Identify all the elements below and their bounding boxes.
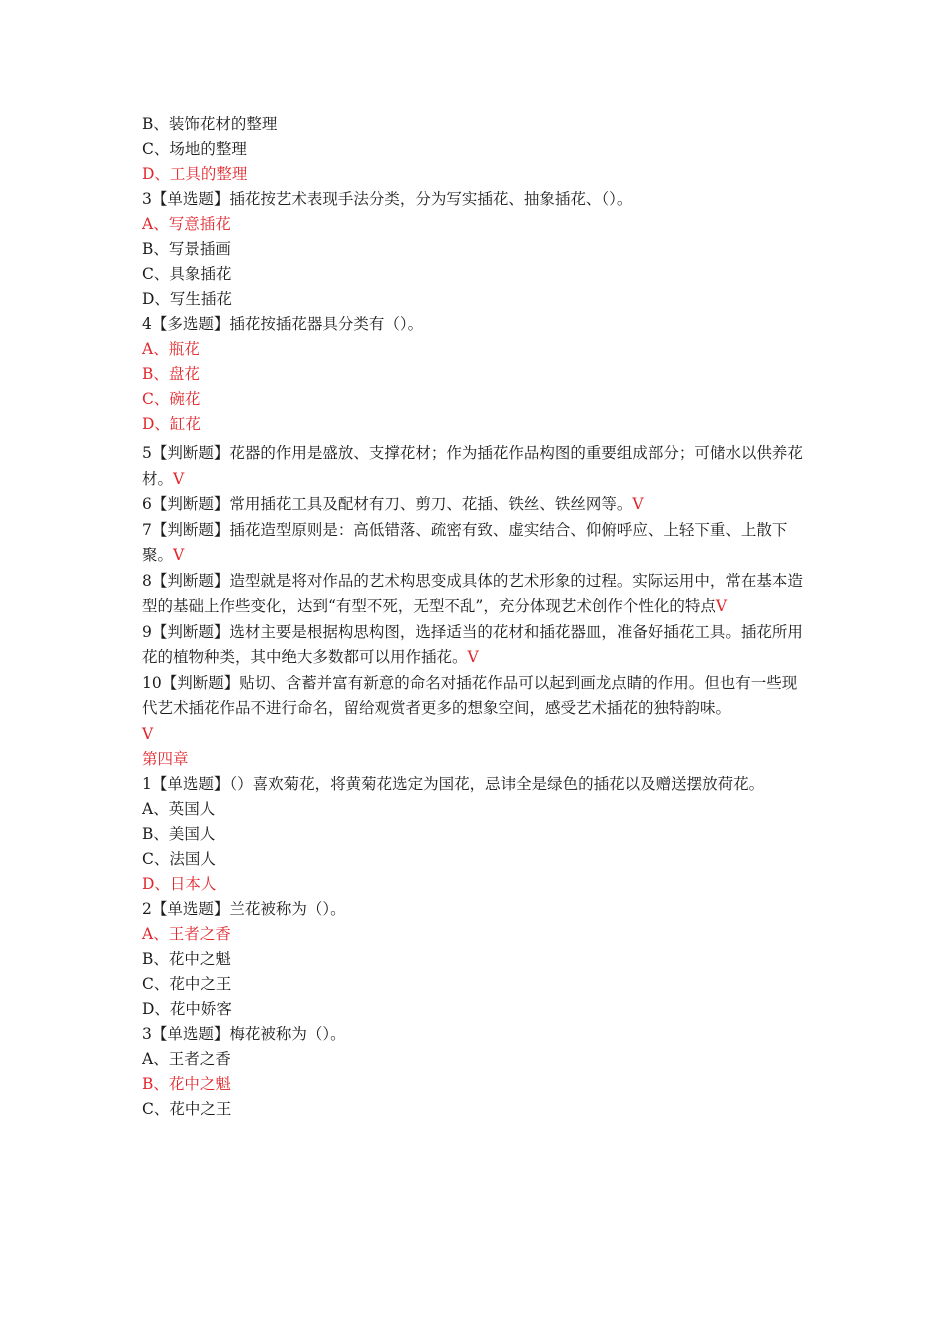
answer-option-line: B、花中之魁 [142, 1075, 231, 1093]
option-line: A、英国人 [142, 800, 216, 818]
option-line: D、花中娇客 [142, 1000, 232, 1018]
option-line: C、花中之王 [142, 975, 232, 993]
judgment-answer: V [173, 546, 185, 564]
judgment-text: 7【判断题】插花造型原则是：高低错落、疏密有致、虚实结合、仰俯呼应、上轻下重、上散下聚。 [142, 520, 788, 564]
question-line: 1【单选题】（）喜欢菊花，将黄菊花选定为国花，忌讳全是绿色的插花以及赠送摆放荷花。 [142, 774, 765, 793]
question-line: 3【单选题】插花按艺术表现手法分类，分为写实插花、抽象插花、（）。 [142, 190, 633, 208]
answer-option-line: A、王者之香 [142, 925, 231, 943]
judgment-text: 6【判断题】常用插花工具及配材有刀、剪刀、花插、铁丝、铁丝网等。 [142, 495, 633, 513]
answer-option-line: D、日本人 [142, 875, 217, 893]
document-page [142, 112, 810, 1122]
judgment-answer: V [467, 648, 479, 666]
judgment-text: 5【判断题】花器的作用是盛放、支撑花材；作为插花作品构图的重要组成部分；可储水以供养花材。 [142, 444, 803, 488]
answer-option-line: A、写意插花 [142, 215, 231, 233]
question-line: 4【多选题】插花按插花器具分类有（）。 [142, 315, 424, 333]
judgment-answer: V [173, 469, 185, 488]
judgment-answer: V [632, 495, 644, 513]
judgment-question [142, 620, 810, 671]
option-line: B、花中之魁 [142, 950, 231, 968]
answer-option-line: C、碗花 [142, 390, 201, 408]
option-line: D、写生插花 [142, 290, 232, 308]
judgment-answer: V [715, 597, 728, 615]
question-line: 2【单选题】兰花被称为（）。 [142, 900, 346, 918]
answer-option-line: B、盘花 [142, 365, 200, 383]
answer-option-line: D、缸花 [142, 415, 201, 433]
answer-option-line: D、工具的整理 [142, 165, 248, 183]
option-line: C、花中之王 [142, 1100, 232, 1118]
judgment-text: 10【判断题】贴切、含蓄并富有新意的命名对插花作品可以起到画龙点睛的作用。但也有一些现代艺术插花作品不进行命名，留给观赏者更多的想象空间，感受艺术插花的独特韵味。 [142, 673, 798, 717]
option-line: C、法国人 [142, 850, 216, 868]
judgment-text: 9【判断题】选材主要是根据构思构图，选择适当的花材和插花器皿，准备好插花工具。插花所用花的植物种类，其中绝大多数都可以用作插花。 [142, 622, 803, 666]
judgment-question [142, 671, 810, 722]
chapter-heading: 第四章 [142, 749, 189, 768]
option-line: A、王者之香 [142, 1050, 231, 1068]
option-line: B、写景插画 [142, 240, 231, 258]
judgment-question [142, 441, 810, 492]
question-line: 3【单选题】梅花被称为（）。 [142, 1025, 346, 1043]
option-line: C、具象插花 [142, 265, 232, 283]
judgment-text: 8【判断题】造型就是将对作品的艺术构思变成具体的艺术形象的过程。实际运用中，常在基本造型的基础上作些变化，达到“有型不死，无型不乱”，充分体现艺术创作个性化的特点 [142, 571, 803, 615]
judgment-answer: V [142, 724, 154, 743]
option-line: B、美国人 [142, 825, 216, 843]
judgment-question [142, 569, 810, 620]
judgment-question [142, 518, 810, 569]
option-line: C、场地的整理 [142, 140, 247, 158]
option-line: B、装饰花材的整理 [142, 115, 278, 133]
answer-option-line: A、瓶花 [142, 340, 200, 358]
judgment-question [142, 492, 810, 518]
